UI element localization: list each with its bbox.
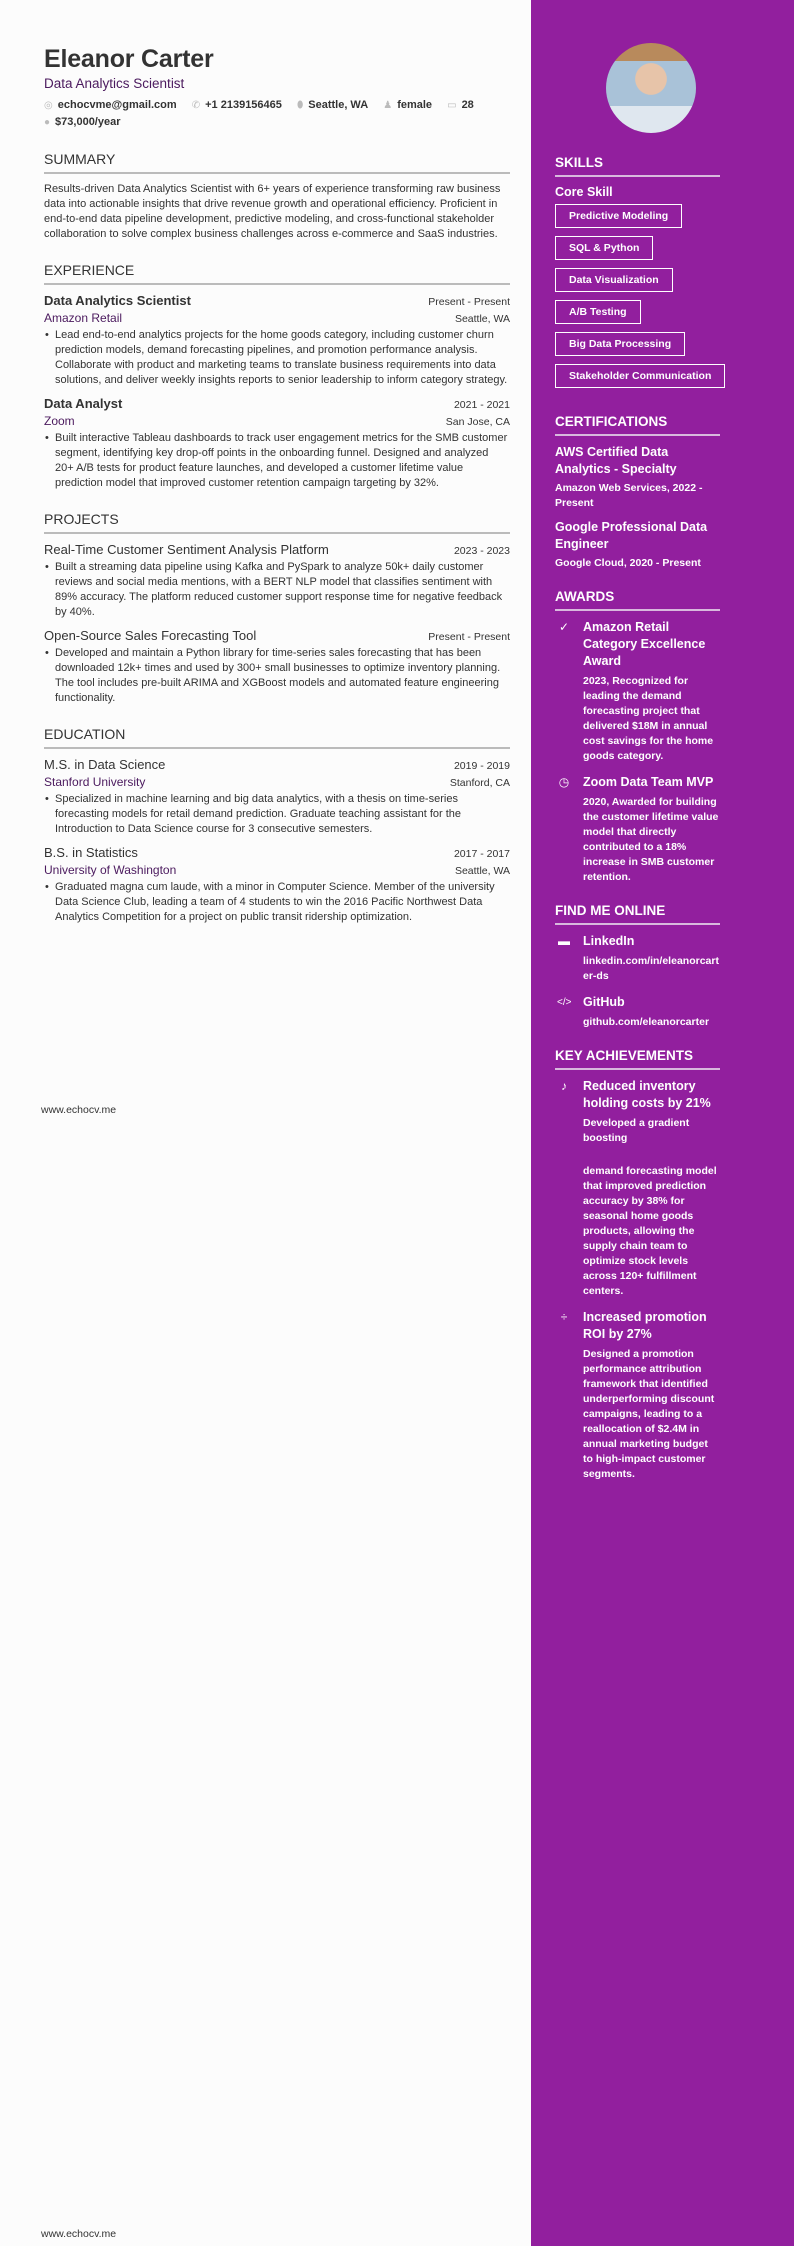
location: Seattle, WA — [308, 99, 369, 111]
cert-title: Google Professional Data Engineer — [555, 520, 708, 551]
experience-item — [44, 396, 510, 491]
cert-issuer: Amazon Web Services, 2022 - Present — [555, 482, 703, 509]
online-item-github — [555, 994, 720, 1030]
award-desc: 2020, Awarded for building the customer lifetime value model that directly contributed to a 18% increase in SMB customer retention. — [583, 796, 719, 883]
age: 28 — [461, 99, 474, 111]
edu-location: Stanford, CA — [449, 777, 510, 789]
online-item-linkedin — [555, 933, 720, 984]
project-item — [44, 628, 510, 706]
calendar-icon: ▭ — [447, 100, 457, 111]
skill-group: Core Skill — [555, 185, 613, 199]
check-icon: ✓ — [558, 620, 570, 634]
sidebar-column — [555, 43, 720, 1156]
section-heading: KEY ACHIEVEMENTS — [555, 1048, 720, 1070]
person-icon: ♟ — [383, 100, 393, 111]
email: echocvme@gmail.com — [57, 99, 177, 111]
online-section — [555, 903, 720, 1030]
achievement-desc: Designed a promotion performance attribution framework that identified underperforming discount campaigns, leading to a reallocation of $2.4M in annual marketing budget to high-impact customer segments. — [583, 1348, 715, 1480]
skill-tag: SQL & Python — [555, 236, 653, 260]
edu-location: Seattle, WA — [454, 865, 510, 877]
project-title: Real-Time Customer Sentiment Analysis Platform — [44, 542, 329, 557]
footer-site: www.echocv.me — [41, 2228, 117, 2240]
phone-icon: ✆ — [191, 100, 201, 111]
award-item — [555, 774, 720, 885]
project-dates: Present - Present — [428, 631, 510, 643]
project-dates: 2023 - 2023 — [453, 545, 510, 557]
achievement-item — [555, 1309, 720, 1482]
edu-dates: 2019 - 2019 — [453, 760, 510, 772]
section-heading: CERTIFICATIONS — [555, 414, 720, 436]
online-url[interactable]: linkedin.com/in/eleanorcarter-ds — [583, 955, 719, 982]
job-location: Seattle, WA — [454, 313, 510, 325]
money-icon: ● — [44, 117, 51, 128]
job-dates: Present - Present — [428, 296, 510, 308]
footer-site: www.echocv.me — [41, 1104, 117, 1116]
achievement-item-continued — [555, 1164, 720, 1299]
clock-icon: ◷ — [558, 775, 570, 789]
phone: +1 2139156465 — [205, 99, 282, 111]
email-icon: ◎ — [44, 100, 53, 111]
achievement-title: Reduced inventory holding costs by 21% — [583, 1079, 711, 1110]
location-icon: ⬮ — [296, 100, 304, 111]
achievement-desc: Developed a gradient boosting — [583, 1117, 690, 1144]
award-item — [555, 619, 720, 764]
header — [44, 44, 510, 131]
edu-dates: 2017 - 2017 — [453, 848, 510, 860]
archive-icon: ▬ — [558, 934, 570, 948]
education-item — [44, 757, 510, 837]
school: University of Washington — [44, 863, 177, 877]
section-heading: SKILLS — [555, 155, 720, 177]
contact-info — [44, 97, 510, 131]
projects-section — [44, 511, 510, 706]
skill-tag: A/B Testing — [555, 300, 641, 324]
degree: B.S. in Statistics — [44, 845, 138, 860]
online-title: LinkedIn — [583, 934, 635, 948]
candidate-title: Data Analytics Scientist — [44, 76, 185, 91]
project-title: Open-Source Sales Forecasting Tool — [44, 628, 257, 643]
experience-section — [44, 262, 510, 491]
company: Amazon Retail — [44, 311, 123, 325]
section-heading: FIND ME ONLINE — [555, 903, 720, 925]
skill-tag: Predictive Modeling — [555, 204, 682, 228]
job-title: Data Analytics Scientist — [44, 293, 191, 308]
certifications-section — [555, 414, 720, 571]
main-column — [44, 44, 510, 933]
skill-tags — [555, 204, 720, 396]
salary: $73,000/year — [55, 116, 121, 128]
section-heading: EXPERIENCE — [44, 262, 510, 285]
divide-icon: ÷ — [560, 1310, 568, 1324]
education-item — [44, 845, 510, 925]
bell-icon: ♪ — [561, 1079, 567, 1093]
edu-bullet: • Graduated magna cum laude, with a minor in Computer Science. Member of the university Data Science Club, leading a team of 4 students to win the 2016 Pacific Northwest Data Analytics Competition for a project on public transit ridership optimization. — [44, 880, 510, 925]
school: Stanford University — [44, 775, 146, 789]
job-location: San Jose, CA — [445, 416, 510, 428]
summary-section — [44, 151, 510, 242]
skills-section — [555, 155, 720, 396]
job-bullet: • Built interactive Tableau dashboards to track user engagement metrics for the SMB customer segment, identifying key drop-off points in the onboarding funnel. Designed and analyzed 20+ A/B tests for product feature launches, and developed a customer lifetime value prediction model that improved customer retention campaign targeting by 32%. — [44, 431, 510, 491]
gender: female — [397, 99, 433, 111]
online-url[interactable]: github.com/eleanorcarter — [583, 1016, 710, 1028]
project-bullet: • Developed and maintain a Python library for time-series sales forecasting that has been downloaded 12k+ times and used by 300+ small businesses to optimize inventory planning. The tool includes pre-built ARIMA and XGBoost models and automated feature engineering functionality. — [44, 646, 510, 706]
candidate-name: Eleanor Carter — [44, 45, 214, 73]
skill-tag: Big Data Processing — [555, 332, 685, 356]
cert-title: AWS Certified Data Analytics - Specialty — [555, 445, 677, 476]
cert-issuer: Google Cloud, 2020 - Present — [555, 557, 701, 569]
degree: M.S. in Data Science — [44, 757, 166, 772]
section-heading: SUMMARY — [44, 151, 510, 174]
job-title: Data Analyst — [44, 396, 123, 411]
award-desc: 2023, Recognized for leading the demand forecasting project that delivered $18M in annual cost savings for the home goods category. — [583, 675, 714, 762]
section-heading: AWARDS — [555, 589, 720, 611]
achievement-desc: demand forecasting model that improved prediction accuracy by 38% for seasonal home goods products, allowing the supply chain team to optimize stock levels across 120+ fulfillment centers. — [583, 1165, 717, 1297]
code-icon: </> — [557, 997, 572, 1008]
skill-tag: Data Visualization — [555, 268, 673, 292]
education-section — [44, 726, 510, 925]
achievement-title: Increased promotion ROI by 27% — [583, 1310, 707, 1341]
section-heading: PROJECTS — [44, 511, 510, 534]
skill-tag: Stakeholder Communication — [555, 364, 725, 388]
online-title: GitHub — [583, 995, 625, 1009]
project-bullet: • Built a streaming data pipeline using Kafka and PySpark to analyze 50k+ daily customer reviews and social media mentions, with a BERT NLP model that classifies sentiment with 89% accuracy. The platform reduced customer support response time for negative feedback by 40%. — [44, 560, 510, 620]
summary-text: Results-driven Data Analytics Scientist with 6+ years of experience transforming raw business data into actionable insights that drive revenue growth and operational efficiency. Proficient in end-to-end data pipeline development, predictive modeling, and cross-functional stakeholder collaboration to solve complex business challenges across e-commerce and SaaS industries. — [44, 183, 501, 240]
section-heading: EDUCATION — [44, 726, 510, 749]
achievements-continued — [555, 1164, 720, 1492]
experience-item — [44, 293, 510, 388]
achievements-section — [555, 1048, 720, 1146]
achievement-item — [555, 1078, 720, 1146]
project-item — [44, 542, 510, 620]
edu-bullet: • Specialized in machine learning and big data analytics, with a thesis on time-series forecasting models for retail demand prediction. Graduate teaching assistant for the Introduction to Data Science course for 3 consecutive semesters. — [44, 792, 510, 837]
job-dates: 2021 - 2021 — [453, 399, 510, 411]
awards-section — [555, 589, 720, 885]
profile-photo — [606, 43, 696, 133]
job-bullet: • Lead end-to-end analytics projects for the home goods category, including customer churn prediction models, demand forecasting pipelines, and promotion performance analysis. Collaborate with product and marketing teams to translate business requirements into data solutions, and deliver weekly insights reports to senior leadership to inform category strategy. — [44, 328, 510, 388]
award-title: Zoom Data Team MVP — [583, 775, 714, 789]
award-title: Amazon Retail Category Excellence Award — [583, 620, 706, 668]
company: Zoom — [44, 414, 75, 428]
